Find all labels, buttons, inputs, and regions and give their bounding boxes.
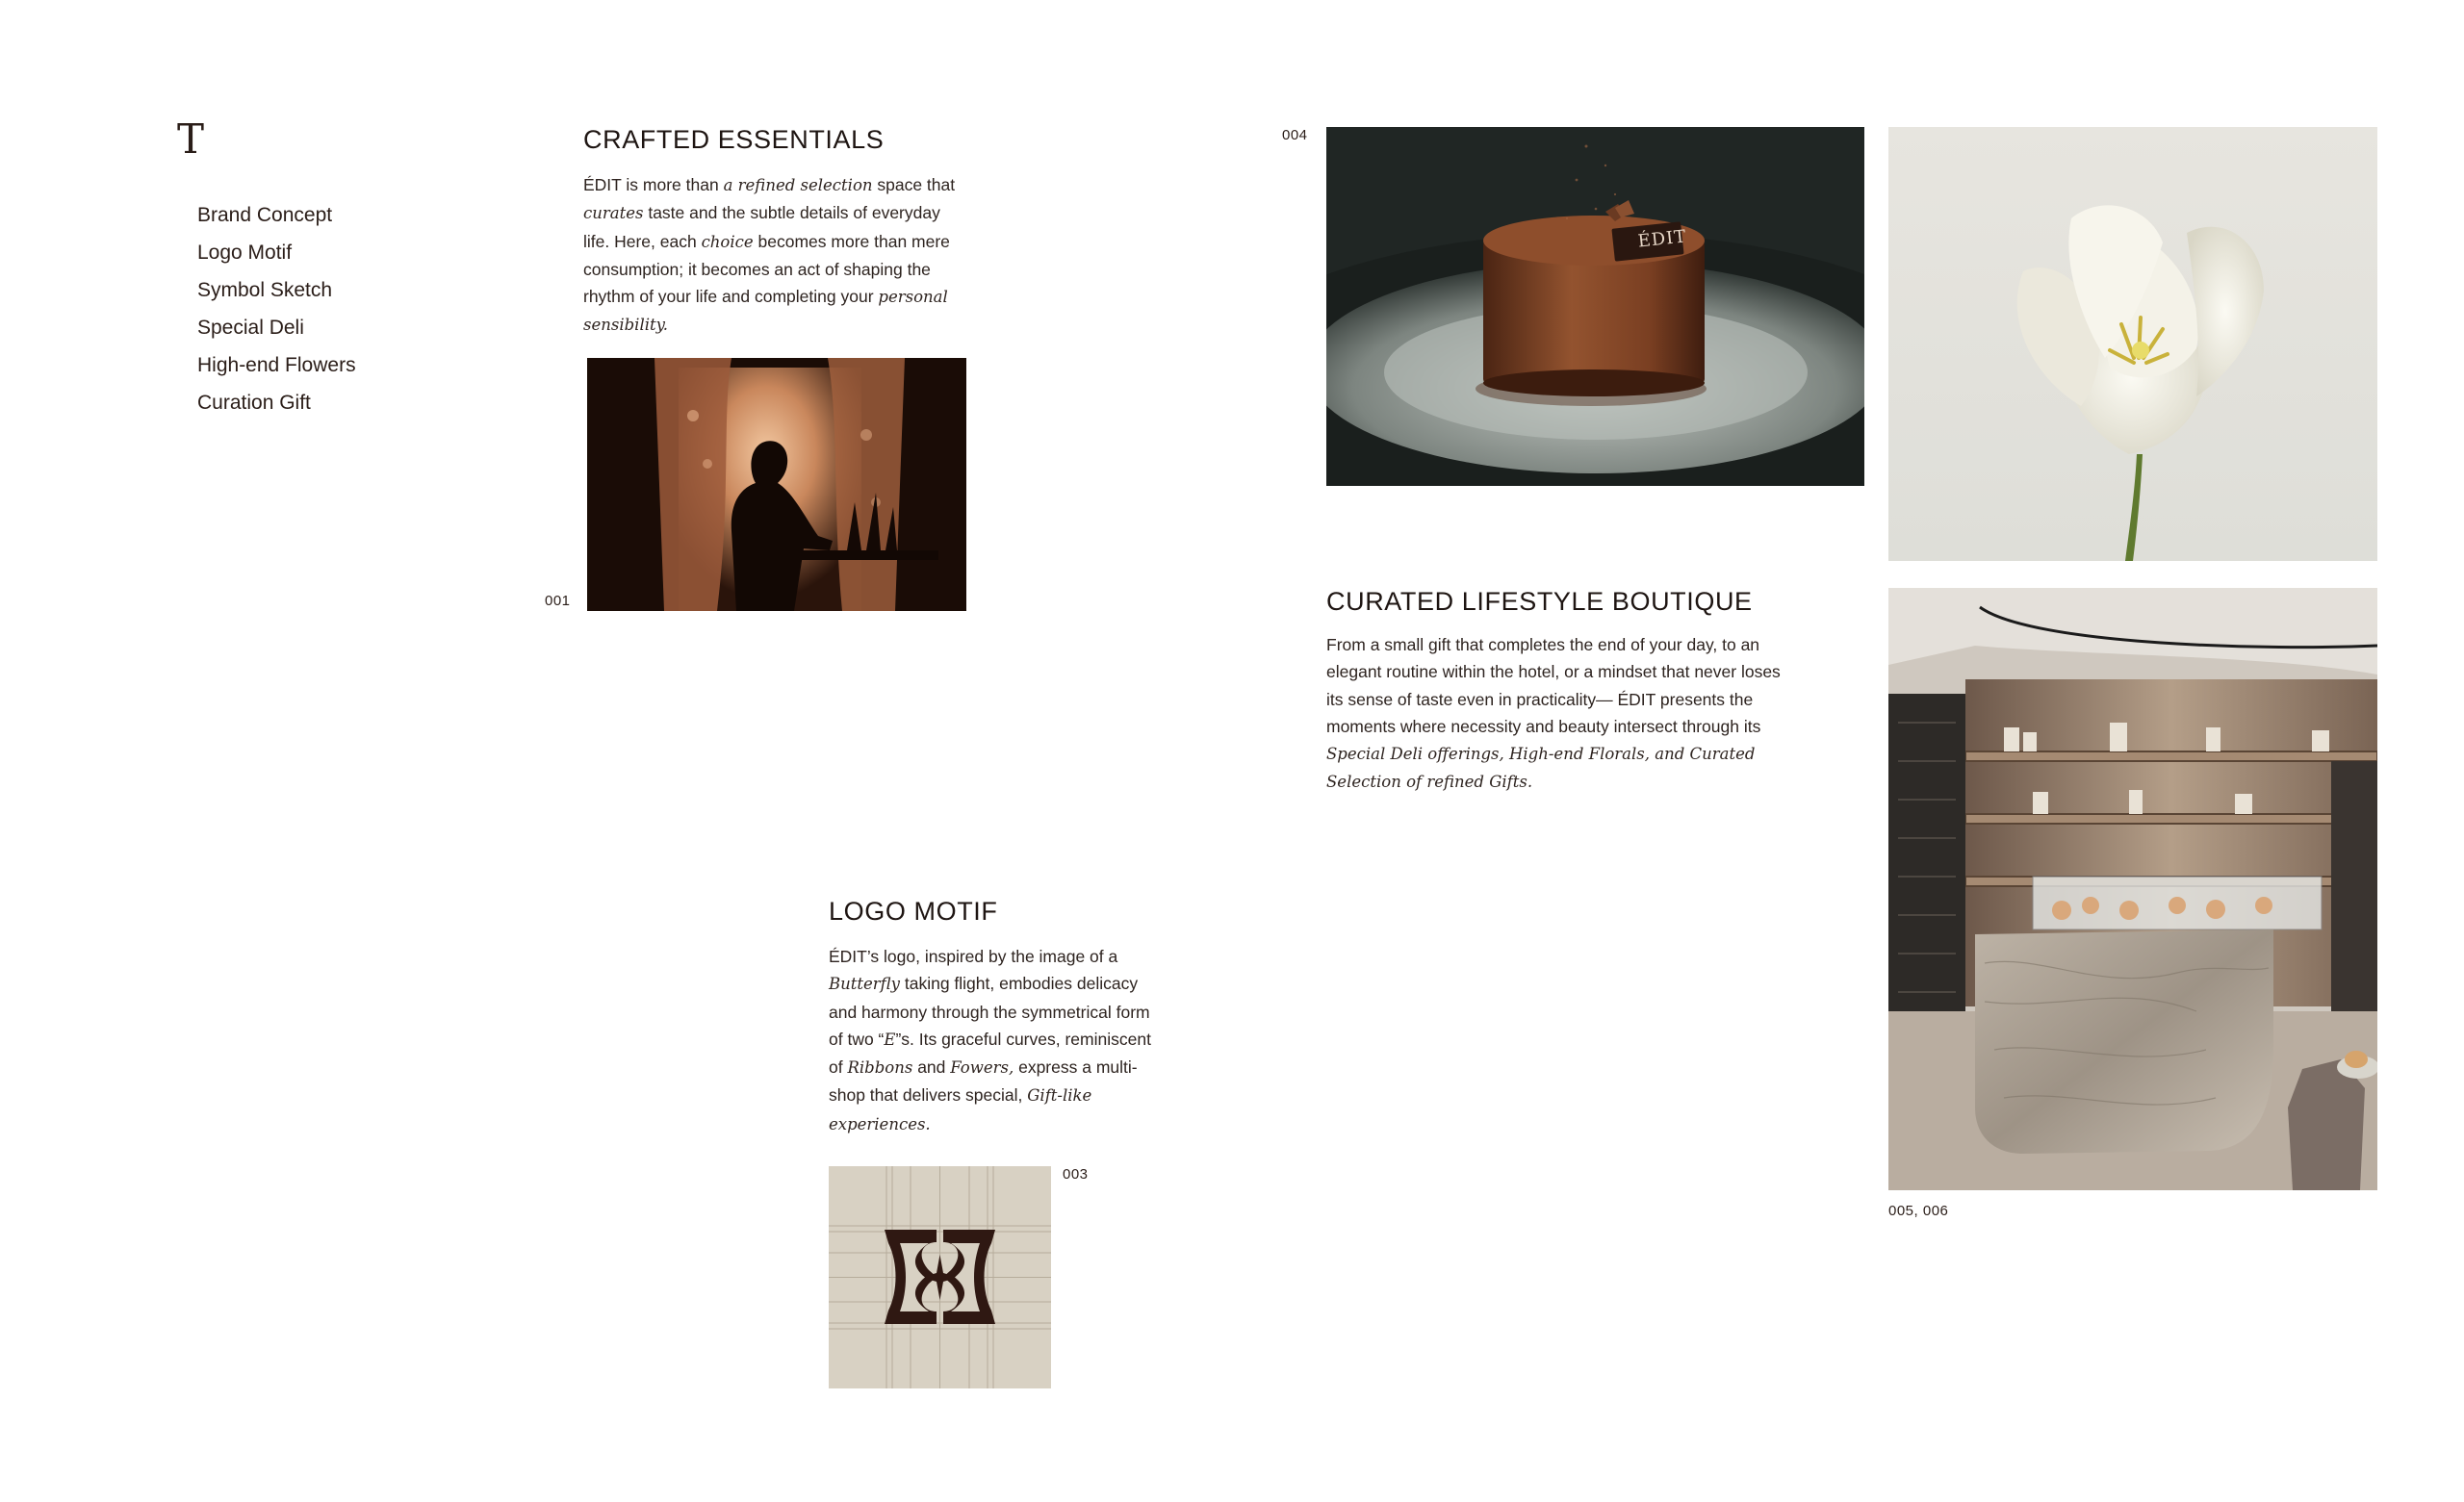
nav-item-brand-concept[interactable]: Brand Concept (197, 204, 333, 226)
chocolate-dessert-photo (1326, 127, 1864, 486)
logo-motif-text: ÉDIT’s logo, inspired by the image of a Butterfly taking flight, embodies delicacy and harmony through the symmetrical form of two “E”s. Its graceful curves, reminiscent of Ribbons and Fowers, express a multi-shop that delivers special, Gift-like experiences. (829, 947, 1151, 1133)
curated-boutique-title: CURATED LIFESTYLE BOUTIQUE (1326, 587, 1753, 616)
nav-item-curation-gift[interactable]: Curation Gift (197, 392, 311, 414)
logo-motif-tile (829, 1166, 1051, 1388)
curated-boutique-text: From a small gift that completes the end of your day, to an elegant routine within the hotel, or a mindset that never loses its sense of taste even in practicality— ÉDIT presents the moments where necessity and beauty intersect through its Special Deli offerings, High-end Florals, and Curated Selection of refined Gifts. (1326, 635, 1781, 792)
crafted-essentials-title: CRAFTED ESSENTIALS (583, 125, 885, 154)
nav-item-high-end-flowers[interactable]: High-end Flowers (197, 354, 356, 376)
brand-logo-letter[interactable]: T (177, 115, 205, 163)
crafted-essentials-text: ÉDIT is more than a refined selection space that curates taste and the subtle details of everyday life. Here, each choice becomes more than mere consumption; it becomes an act of shaping the rhythm of your life and completing your personal sensibility. (583, 175, 956, 335)
nav-item-logo-motif[interactable]: Logo Motif (197, 242, 293, 264)
white-tulip-photo (1888, 127, 2377, 561)
dessert-edit-label: ÉDIT (1636, 226, 1688, 252)
nav-item-symbol-sketch[interactable]: Symbol Sketch (197, 279, 333, 301)
image-caption-001: 001 (545, 593, 571, 609)
sidebar-nav (197, 196, 356, 421)
logo-motif-title: LOGO MOTIF (829, 897, 998, 926)
image-caption-003: 003 (1063, 1166, 1089, 1183)
image-caption-005-006: 005, 006 (1888, 1203, 1949, 1219)
boutique-interior-photo (1888, 588, 2377, 1190)
nav-item-special-deli[interactable]: Special Deli (197, 317, 304, 339)
image-caption-004: 004 (1282, 127, 1308, 143)
artisan-silhouette-photo (587, 358, 966, 611)
